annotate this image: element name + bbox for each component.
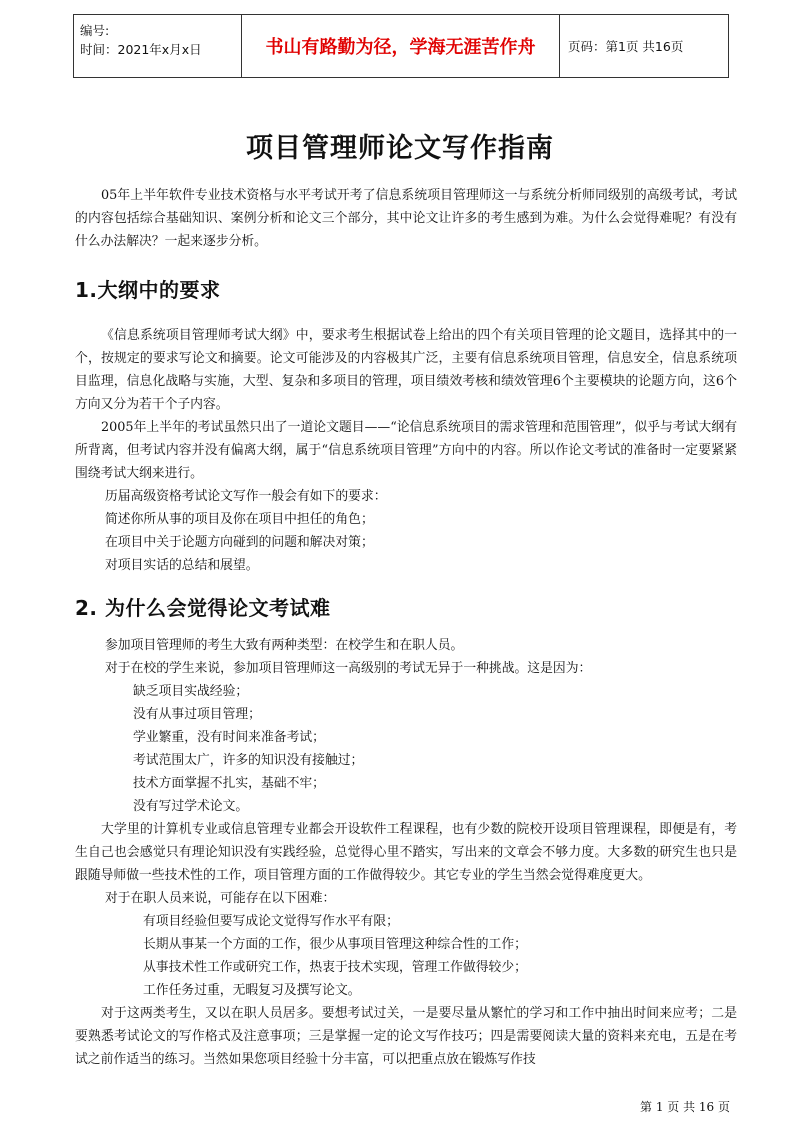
header-page-info: 页码：第1页 共16页 xyxy=(568,39,684,54)
page-header xyxy=(73,14,729,78)
section2-paragraph: 对于在校的学生来说，参加项目管理师这一高级别的考试无异于一种挑战。这是因为： xyxy=(105,661,592,676)
document-number-label: 编号: xyxy=(80,23,110,38)
section1-heading: 1.大纲中的要求 xyxy=(75,278,221,302)
requirement-item: 历届高级资格考试论文写作一般会有如下的要求： xyxy=(105,489,387,504)
student-reason-item: 没有写过学术论文。 xyxy=(133,799,249,814)
document-title: 项目管理师论文写作指南 xyxy=(246,133,554,164)
requirement-item: 简述你所从事的项目及你在项目中担任的角色； xyxy=(105,512,374,527)
header-meta xyxy=(74,15,242,77)
student-reason-item: 学业繁重，没有时间来准备考试； xyxy=(133,730,325,745)
section1-paragraph: 《信息系统项目管理师考试大纲》中，要求考生根据试卷上给出的四个有关项目管理的论文题目，选择其中的一个，按规定的要求写论文和摘要。论文可能涉及的内容极其广泛，主要有信息系统项目管理，信息安全，信息系统项目监理，信息化战略与实施，大型、复杂和多项目的管理，项目绩效考核和绩效管理6个主要模块的论题方向，这6个方向又分为若干个子内容。 xyxy=(75,328,737,412)
section2-paragraph: 参加项目管理师的考生大致有两种类型：在校学生和在职人员。 xyxy=(105,638,464,653)
requirement-item: 对项目实话的总结和展望。 xyxy=(105,558,259,573)
section2-paragraph: 对于这两类考生，又以在职人员居多。要想考试过关，一是要尽量从繁忙的学习和工作中抽出时间来应考；二是要熟悉考试论文的写作格式及注意事项；三是掌握一定的论文写作技巧；四是需要阅读大量的资料来充电，五是在考试之前作适当的练习。当然如果您项目经验十分丰富，可以把重点放在锻炼写作技 xyxy=(75,1006,737,1067)
worker-difficulty-item: 从事技术性工作或研究工作，热衷于技术实现，管理工作做得较少； xyxy=(143,960,527,975)
requirement-item: 在项目中关于论题方向碰到的问题和解决对策； xyxy=(105,535,374,550)
student-reason-item: 技术方面掌握不扎实，基础不牢； xyxy=(133,776,325,791)
student-reason-item: 没有从事过项目管理； xyxy=(133,707,261,722)
section1-paragraph: 2005年上半年的考试虽然只出了一道论文题目——“论信息系统项目的需求管理和范围管理”，似乎与考试大纲有所背离，但考试内容并没有偏离大纲，属于“信息系统项目管理”方向中的内容。所以作论文考试的准备时一定要紧紧围绕考试大纲来进行。 xyxy=(75,420,737,481)
student-reason-item: 考试范围太广，许多的知识没有接触过； xyxy=(133,753,364,768)
section2-paragraph: 大学里的计算机专业或信息管理专业都会开设软件工程课程，也有少数的院校开设项目管理课程，即便是有，考生自己也会感觉只有理论知识没有实践经验，总觉得心里不踏实，写出来的文章会不够力度。大多数的研究生也只是跟随导师做一些技术性的工作，项目管理方面的工作做得较少。其它专业的学生当然会觉得难度更大。 xyxy=(75,822,737,883)
page-footer: 第 1 页 共 16 页 xyxy=(640,1100,730,1114)
student-reason-item: 缺乏项目实战经验； xyxy=(133,684,249,699)
worker-difficulty-item: 有项目经验但要写成论文觉得写作水平有限； xyxy=(143,914,399,929)
document-date: 时间：2021年x月x日 xyxy=(80,42,202,57)
section2-heading: 2. 为什么会觉得论文考试难 xyxy=(75,596,331,620)
header-motto: 书山有路勤为径，学海无涯苦作舟 xyxy=(242,15,560,77)
intro-paragraph: 05年上半年软件专业技术资格与水平考试开考了信息系统项目管理师这一与系统分析师同级别的高级考试，考试的内容包括综合基础知识、案例分析和论文三个部分，其中论文让许多的考生感到为难。为什么会觉得难呢？有没有什么办法解决？一起来逐步分析。 xyxy=(75,188,737,249)
worker-difficulty-item: 长期从事某一个方面的工作，很少从事项目管理这种综合性的工作； xyxy=(143,937,527,952)
section2-paragraph: 对于在职人员来说，可能存在以下困难： xyxy=(105,891,336,906)
worker-difficulty-item: 工作任务过重，无暇复习及撰写论文。 xyxy=(143,983,361,998)
document-body xyxy=(75,184,737,1071)
